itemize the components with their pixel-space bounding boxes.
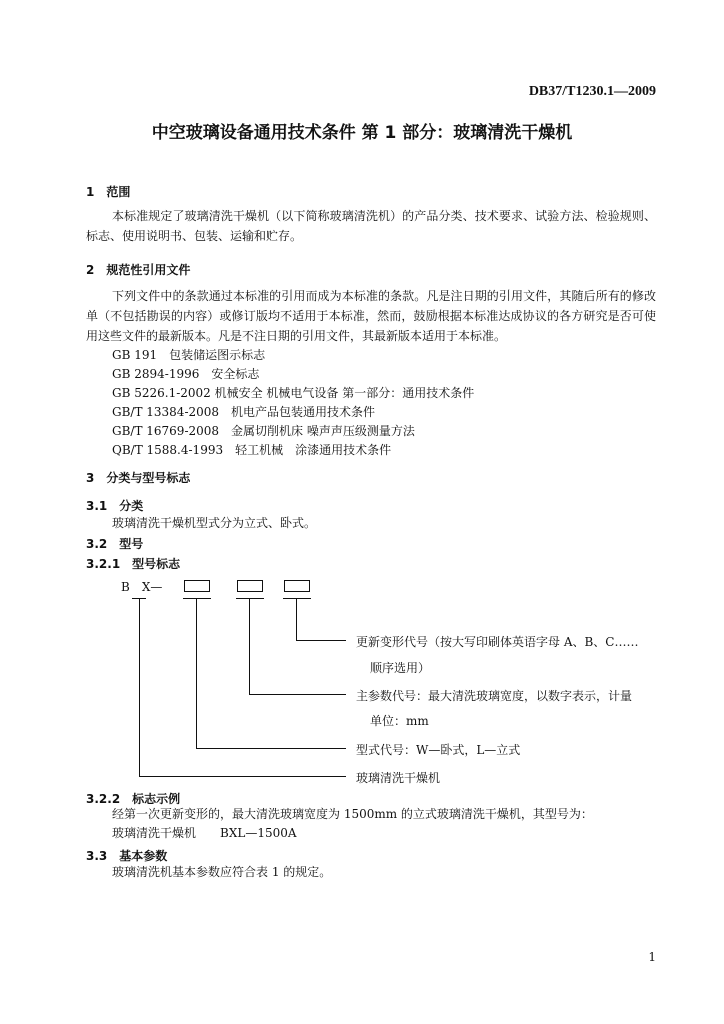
leader-vertical bbox=[139, 598, 140, 776]
label-type-code: 型式代号：W—卧式，L—立式 bbox=[356, 743, 521, 757]
leader-vertical bbox=[249, 598, 250, 694]
model-prefix: B X— bbox=[121, 580, 163, 594]
leader-horizontal bbox=[196, 748, 346, 749]
reference-item: GB 2894-1996 安全标志 bbox=[112, 367, 260, 381]
underline-variant bbox=[283, 598, 311, 599]
section-3-heading: 3 分类与型号标志 bbox=[86, 471, 191, 485]
label-main-param: 主参数代号：最大清洗玻璃宽度，以数字表示，计量 bbox=[356, 689, 633, 703]
reference-item: QB/T 1588.4-1993 轻工机械 涂漆通用技术条件 bbox=[112, 443, 392, 457]
label-variant-code-cont: 顺序选用） bbox=[370, 661, 431, 675]
reference-item: GB/T 13384-2008 机电产品包装通用技术条件 bbox=[112, 405, 376, 419]
label-variant-code: 更新变形代号（按大写印刷体英语字母 A、B、C…… bbox=[356, 635, 639, 649]
model-example: 玻璃清洗干燥机 BXL—1500A bbox=[112, 826, 297, 840]
leader-horizontal bbox=[139, 776, 346, 777]
section-1-text: 本标准规定了玻璃清洗干燥机（以下简称玻璃清洗机）的产品分类、技术要求、试验方法、检验规则、标志、使用说明书、包装、运输和贮存。 bbox=[86, 209, 656, 243]
reference-item: GB 5226.1-2002 机械安全 机械电气设备 第一部分：通用技术条件 bbox=[112, 386, 475, 400]
leader-vertical bbox=[296, 598, 297, 640]
section-3-1-text: 玻璃清洗干燥机型式分为立式、卧式。 bbox=[112, 516, 317, 530]
underline-main-param bbox=[236, 598, 264, 599]
document-title: 中空玻璃设备通用技术条件 第 1 部分：玻璃清洗干燥机 bbox=[151, 123, 573, 143]
section-3-2-1-heading: 3.2.1 型号标志 bbox=[86, 557, 181, 571]
reference-item: GB 191 包装储运图示标志 bbox=[112, 348, 266, 362]
section-3-1-heading: 3.1 分类 bbox=[86, 499, 144, 513]
leader-horizontal bbox=[296, 640, 346, 641]
model-box-variant bbox=[284, 580, 310, 592]
label-product-name: 玻璃清洗干燥机 bbox=[356, 771, 441, 785]
underline-type bbox=[183, 598, 211, 599]
model-box-type bbox=[184, 580, 210, 592]
reference-item: GB/T 16769-2008 金属切削机床 噪声声压级测量方法 bbox=[112, 424, 415, 438]
section-3-3-heading: 3.3 基本参数 bbox=[86, 849, 168, 863]
standard-code: DB37/T1230.1—2009 bbox=[528, 84, 656, 99]
leader-horizontal bbox=[249, 694, 346, 695]
page-number: 1 bbox=[648, 950, 656, 964]
section-3-2-2-heading: 3.2.2 标志示例 bbox=[86, 792, 181, 806]
label-main-param-unit: 单位：mm bbox=[370, 714, 429, 728]
section-3-2-2-text: 经第一次更新变形的，最大清洗玻璃宽度为 1500mm 的立式玻璃清洗干燥机，其型号为： bbox=[112, 807, 593, 821]
section-3-2-heading: 3.2 型号 bbox=[86, 537, 144, 551]
leader-vertical bbox=[196, 598, 197, 748]
section-1-heading: 1 范围 bbox=[86, 185, 131, 199]
section-3-3-text: 玻璃清洗机基本参数应符合表 1 的规定。 bbox=[112, 865, 332, 879]
section-2-heading: 2 规范性引用文件 bbox=[86, 263, 191, 277]
model-box-main-param bbox=[237, 580, 263, 592]
section-2-text: 下列文件中的条款通过本标准的引用而成为本标准的条款。凡是注日期的引用文件，其随后所有的修改单（不包括勘误的内容）或修订版均不适用于本标准，然而，鼓励根据本标准达成协议的各方研究是否可使用这些文件的最新版本。凡是不注日期的引用文件，其最新版本适用于本标准。 bbox=[86, 289, 656, 343]
